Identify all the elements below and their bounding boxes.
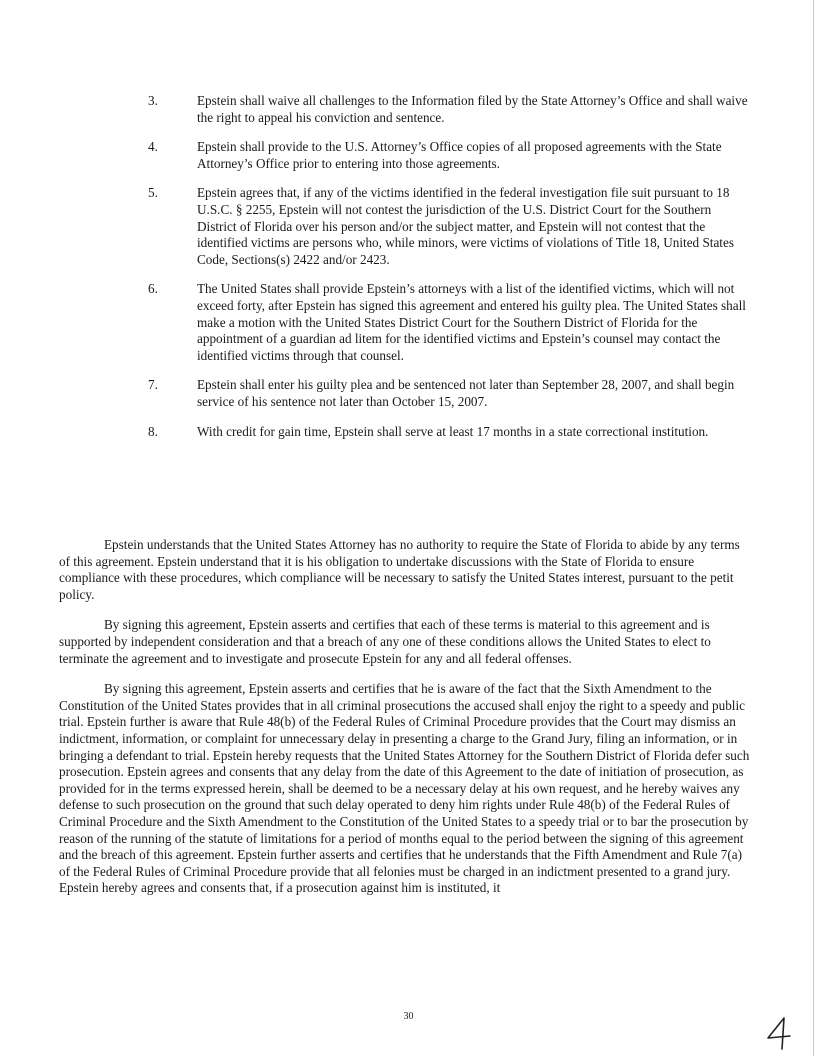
list-item: [148, 377, 752, 410]
item-number: 4.: [148, 139, 158, 155]
numbered-terms-list: [148, 93, 752, 453]
item-text: The United States shall provide Epstein’s attorneys with a list of the identified victims, which will not exceed forty, after Epstein has signed this agreement and entered his guilty plea. The United States shall make a motion with the United States District Court for the Southern District of Florida for the appointment of a guardian ad litem for the identified victims and Epstein’s counsel may contact the identified victims through that counsel.: [197, 281, 746, 363]
item-text: Epstein shall provide to the U.S. Attorney’s Office copies of all proposed agreements with the State Attorney’s Office prior to entering into those agreements.: [197, 139, 722, 171]
list-item: [148, 424, 752, 441]
paragraph-state-compliance: Epstein understands that the United States Attorney has no authority to require the State of Florida to abide by any terms of this agreement. Epstein understand that it is his obligation to undertake discussions with the State of Florida to ensure compliance with these procedures, which compliance will be necessary to satisfy the United States interest, pursuant to the petit policy.: [59, 537, 740, 602]
item-number: 3.: [148, 93, 158, 108]
body-paragraphs: [59, 537, 753, 911]
item-text: With credit for gain time, Epstein shall serve at least 17 months in a state correctional institution.: [197, 423, 709, 439]
list-item: [148, 185, 752, 268]
list-item: [148, 281, 752, 364]
list-item: [148, 139, 752, 172]
item-text: Epstein agrees that, if any of the victims identified in the federal investigation file suit pursuant to 18 U.S.C. § 2255, Epstein will not contest the jurisdiction of the U.S. District Court for the Southern District of Florida over his person and/or the subject matter, and Epstein will not contest that the identified victims are persons who, while minors, were victims of violations of Title 18, United States Code, Sections(s) 2422 and/or 2423.: [197, 185, 734, 267]
item-number: 5.: [148, 185, 158, 201]
item-number: 6.: [148, 281, 158, 297]
item-number: 7.: [148, 377, 158, 393]
list-item: [148, 93, 752, 126]
item-text: Epstein shall enter his guilty plea and be sentenced not later than September 28, 2007, and shall begin service of his sentence not later than October 15, 2007.: [197, 377, 735, 409]
handwritten-four-mark: [764, 1016, 794, 1050]
item-text: Epstein shall waive all challenges to the Information filed by the State Attorney’s Office and shall waive the right to appeal his conviction and sentence.: [197, 93, 748, 125]
paragraph-speedy-trial-waiver: By signing this agreement, Epstein asserts and certifies that he is aware of the fact that the Sixth Amendment to the Constitution of the United States provides that in all criminal prosecutions the accused shall enjoy the right to a speedy and public trial. Epstein further is aware that Rule 48(b) of the Federal Rules of Criminal Procedure provides that the Court may dismiss an indictment, information, or complaint for unnecessary delay in presenting a charge to the Grand Jury, filing an information, or in bringing a defendant to trial. Epstein hereby requests that the United States Attorney for the Southern District of Florida defer such prosecution. Epstein agrees and consents that any delay from the date of this Agreement to the date of initiation of prosecution, as provided for in the terms expressed herein, shall be deemed to be a necessary delay at his own request, and he hereby waives any defense to such prosecution on the ground that such delay operated to deny him rights under Rule 48(b) of the Federal Rules of Criminal Procedure and the Sixth Amendment to the Constitution of the United States to a speedy trial or to bar the prosecution by reason of the running of the statute of limitations for a period of months equal to the period between the signing of this agreement and the breach of this agreement. Epstein further asserts and certifies that he understands that the Fifth Amendment and Rule 7(a) of the Federal Rules of Criminal Procedure provide that all felonies must be charged in an indictment presented to a grand jury. Epstein hereby agrees and consents that, if a prosecution against him is instituted, it: [59, 681, 750, 896]
page-edge-line: [813, 0, 814, 1056]
paragraph-material-terms: By signing this agreement, Epstein asserts and certifies that each of these terms is material to this agreement and is supported by independent consideration and that a breach of any one of these conditions allows the United States to elect to terminate the agreement and to investigate and prosecute Epstein for any and all federal offenses.: [59, 617, 711, 666]
page-number: 30: [403, 1011, 414, 1022]
item-number: 8.: [148, 423, 158, 439]
